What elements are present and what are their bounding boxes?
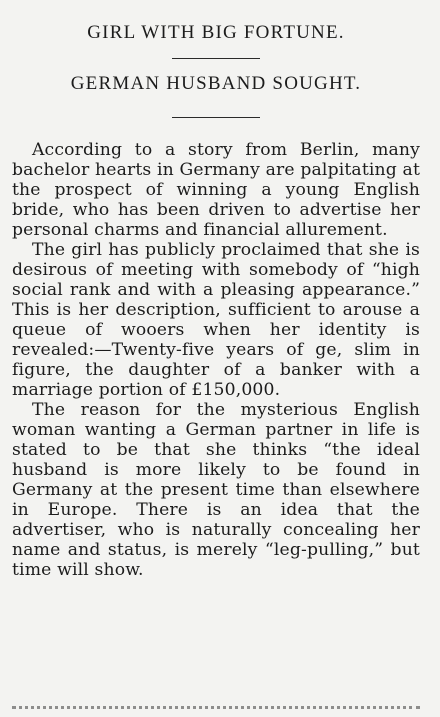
paragraph: According to a story from Berlin, many bachelor hearts in Germany are palpitating at the prospect of winning a young English bride, who has been driven to advertise her personal charms and financial allurement. bbox=[12, 140, 420, 240]
paragraph: The reason for the mysterious English woman wanting a German partner in life is stated to be that she thinks “the ideal husband is more likely to be found in Germany at the present time than elsewhere in Europe. There is an idea that the advertiser, who is naturally concealing her name and status, is merely “leg-pulling,” but time will show. bbox=[12, 400, 420, 580]
article-body bbox=[12, 140, 420, 580]
column-end-rule bbox=[12, 706, 420, 717]
subheadline-divider bbox=[172, 117, 260, 118]
paragraph: The girl has publicly proclaimed that she is desirous of meeting with somebody of “high social rank and with a pleasing appearance.” This is her description, sufficient to arouse a queue of wooers when her identity is revealed:—Twenty-five years of ge, slim in figure, the daughter of a banker with a marriage portion of £150,000. bbox=[12, 240, 420, 400]
headline: GIRL WITH BIG FORTUNE. bbox=[87, 22, 345, 43]
subheadline: GERMAN HUSBAND SOUGHT. bbox=[70, 73, 362, 94]
